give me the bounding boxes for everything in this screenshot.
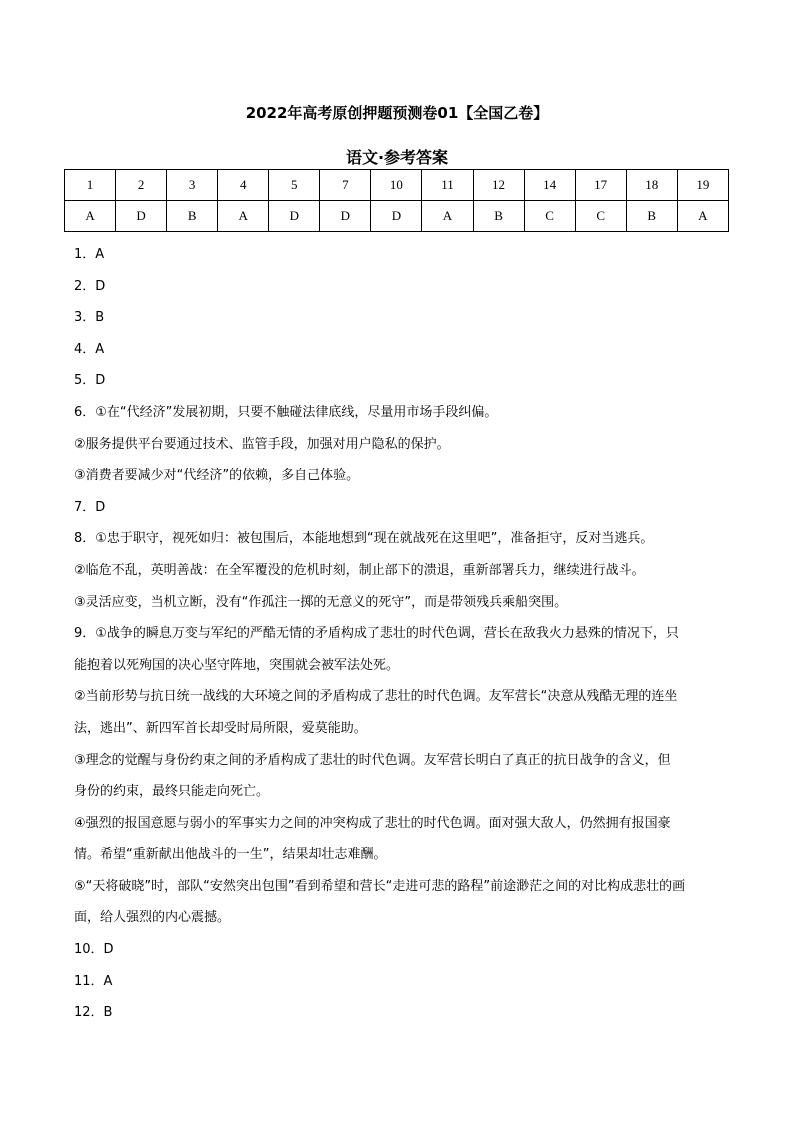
question-number-cell: 10: [371, 170, 422, 201]
answer-line: 7．D: [74, 499, 106, 515]
answer-line: ②服务提供平台要通过技术、监管手段，加强对用户隐私的保护。: [74, 436, 450, 452]
answer-table: [64, 169, 729, 232]
question-number-cell: 5: [269, 170, 320, 201]
document-subtitle: 语文·参考答案: [345, 148, 449, 167]
answer-explanations: [74, 239, 734, 1029]
answer-cell: B: [626, 201, 677, 232]
answer-line: 面，给人强烈的内心震撼。: [74, 910, 231, 926]
question-number-row: [65, 170, 729, 201]
answer-line: ③理念的觉醒与身份约束之间的矛盾构成了悲壮的时代色调。友军营长明白了真正的抗日战争的含义，但: [74, 752, 671, 768]
answer-line: 6．①在“代经济”发展初期，只要不触碰法律底线，尽量用市场手段纠偏。: [74, 404, 498, 420]
answer-cell: D: [116, 201, 167, 232]
question-number-cell: 11: [422, 170, 473, 201]
answer-line: 法，逃出”、新四军首长却受时局所限，爱莫能助。: [74, 720, 367, 736]
question-number-cell: 2: [116, 170, 167, 201]
answer-line: ②当前形势与抗日统一战线的大环境之间的矛盾构成了悲壮的时代色调。友军营长“决意从残酷无理的连坐: [74, 689, 678, 705]
document-title: 2022年高考原创押题预测卷01【全国乙卷】: [245, 104, 549, 122]
answer-line: 情。希望“重新献出他战斗的一生”，结果却壮志难酬。: [74, 847, 387, 863]
answer-line: ③消费者要减少对“代经济”的依赖，多自己体验。: [74, 468, 360, 484]
question-number-cell: 4: [218, 170, 269, 201]
answer-line: 9．①战争的瞬息万变与军纪的严酷无情的矛盾构成了悲壮的时代色调，营长在敌我火力悬殊的情况下，只: [74, 626, 679, 642]
answer-line: ⑤“天将破晓”时，部队“安然突出包围”看到希望和营长“走进可悲的路程”前途渺茫之间的对比构成悲壮的画: [74, 878, 686, 894]
answer-line: ③灵活应变，当机立断，没有“作孤注一掷的无意义的死守”，而是带领残兵乘船突围。: [74, 594, 568, 610]
answer-line: 身份的约束，最终只能走向死亡。: [74, 784, 270, 800]
answer-line: 11．A: [74, 973, 113, 989]
question-number-cell: 12: [473, 170, 524, 201]
answer-line: 能抱着以死殉国的决心坚守阵地，突围就会被军法处死。: [74, 657, 400, 673]
question-number-cell: 1: [65, 170, 116, 201]
answer-line: 12．B: [74, 1005, 113, 1021]
answer-cell: D: [371, 201, 422, 232]
answer-cell: C: [575, 201, 626, 232]
answer-cell: A: [677, 201, 728, 232]
answer-cell: A: [422, 201, 473, 232]
answer-line: 8．①忠于职守，视死如归：被包围后，本能地想到“现在就战死在这里吧”，准备拒守，反对当逃兵。: [74, 531, 654, 547]
answer-cell: C: [524, 201, 575, 232]
answer-line: 5．D: [74, 373, 106, 389]
question-number-cell: 3: [167, 170, 218, 201]
question-number-cell: 18: [626, 170, 677, 201]
question-number-cell: 17: [575, 170, 626, 201]
answer-cell: D: [320, 201, 371, 232]
answer-line: 2．D: [74, 278, 106, 294]
answer-line: 10．D: [74, 942, 114, 958]
answer-cell: A: [218, 201, 269, 232]
answer-line: 3．B: [74, 310, 105, 326]
answer-line: ④强烈的报国意愿与弱小的军事实力之间的冲突构成了悲壮的时代色调。面对强大敌人，仍然拥有报国豪: [74, 815, 671, 831]
answer-line: 4．A: [74, 341, 105, 357]
answer-cell: B: [167, 201, 218, 232]
question-number-cell: 19: [677, 170, 728, 201]
answer-cell: D: [269, 201, 320, 232]
question-number-cell: 7: [320, 170, 371, 201]
answer-row: [65, 201, 729, 232]
answer-cell: A: [65, 201, 116, 232]
question-number-cell: 14: [524, 170, 575, 201]
answer-cell: B: [473, 201, 524, 232]
answer-line: 1．A: [74, 247, 105, 262]
answer-line: ②临危不乱，英明善战：在全军覆没的危机时刻，制止部下的溃退，重新部署兵力，继续进行战斗。: [74, 562, 645, 578]
